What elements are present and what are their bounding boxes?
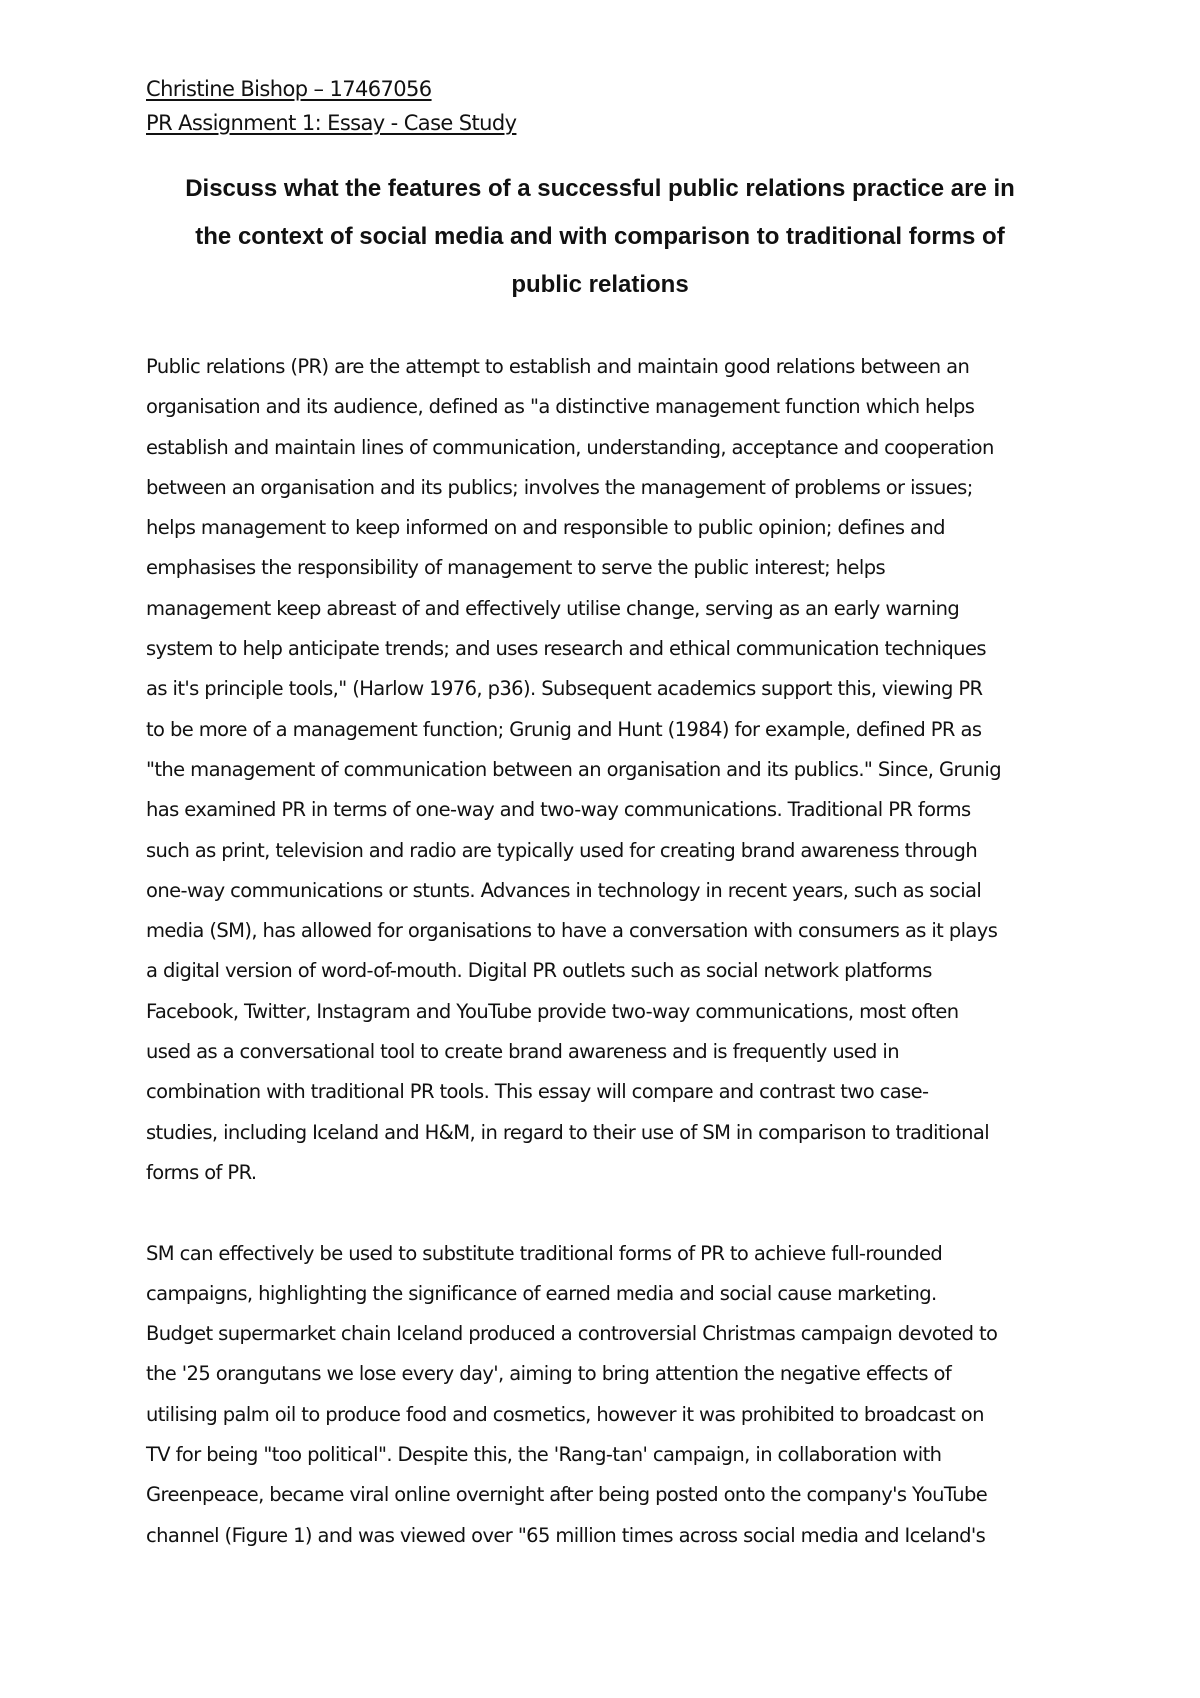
title-line: public relations <box>511 271 689 298</box>
essay-body <box>146 347 1076 1596</box>
text-line: combination with traditional PR tools. This essay will compare and contrast two case- <box>146 1080 929 1104</box>
text-line: media (SM), has allowed for organisations to have a conversation with consumers as it plays <box>146 919 998 943</box>
text-line: such as print, television and radio are typically used for creating brand awareness through <box>146 838 978 862</box>
text-line: channel (Figure 1) and was viewed over "65 million times across social media and Iceland's <box>146 1523 986 1547</box>
text-line: establish and maintain lines of communication, understanding, acceptance and cooperation <box>146 435 994 459</box>
text-line: SM can effectively be used to substitute traditional forms of PR to achieve full-rounded <box>146 1241 943 1265</box>
text-line: between an organisation and its publics; involves the management of problems or issues; <box>146 475 973 499</box>
text-line: "the management of communication between an organisation and its publics." Since, Grunig <box>146 757 1001 781</box>
text-line: management keep abreast of and effectively utilise change, serving as an early warning <box>146 596 960 620</box>
text-line: forms of PR. <box>146 1160 257 1184</box>
title-line: Discuss what the features of a successful public relations practice are in <box>185 175 1015 202</box>
text-line: used as a conversational tool to create brand awareness and is frequently used in <box>146 1040 899 1064</box>
text-line: utilising palm oil to produce food and cosmetics, however it was prohibited to broadcast on <box>146 1402 984 1426</box>
text-line: Facebook, Twitter, Instagram and YouTube provide two-way communications, most often <box>146 999 959 1023</box>
text-line: emphasises the responsibility of management to serve the public interest; helps <box>146 556 886 580</box>
document-header <box>146 72 516 140</box>
paragraph-introduction <box>146 347 1076 1193</box>
text-line: studies, including Iceland and H&M, in regard to their use of SM in comparison to traditional <box>146 1120 990 1144</box>
text-line: one-way communications or stunts. Advances in technology in recent years, such as social <box>146 878 982 902</box>
text-line: has examined PR in terms of one-way and two-way communications. Traditional PR forms <box>146 798 971 822</box>
assignment-line: PR Assignment 1: Essay - Case Study <box>146 111 517 135</box>
text-line: TV for being "too political". Despite this, the 'Rang-tan' campaign, in collaboration with <box>146 1443 942 1467</box>
text-line: the '25 orangutans we lose every day', aiming to bring attention the negative effects of <box>146 1362 952 1386</box>
text-line: to be more of a management function; Grunig and Hunt (1984) for example, defined PR as <box>146 717 982 741</box>
text-line: campaigns, highlighting the significance of earned media and social cause marketing. <box>146 1281 937 1305</box>
text-line: Public relations (PR) are the attempt to establish and maintain good relations between an <box>146 355 970 378</box>
text-line: helps management to keep informed on and responsible to public opinion; defines and <box>146 516 945 540</box>
text-line: Budget supermarket chain Iceland produced a controversial Christmas campaign devoted to <box>146 1322 998 1346</box>
text-line: a digital version of word-of-mouth. Digital PR outlets such as social network platforms <box>146 959 932 983</box>
text-line: system to help anticipate trends; and uses research and ethical communication techniques <box>146 637 986 661</box>
text-line: Greenpeace, became viral online overnight after being posted onto the company's YouTube <box>146 1483 988 1507</box>
essay-title <box>110 165 1090 309</box>
paragraph-iceland-case <box>146 1234 1076 1556</box>
text-line: organisation and its audience, defined as "a distinctive management function which helps <box>146 395 975 419</box>
author-line: Christine Bishop – 17467056 <box>146 77 432 101</box>
title-line: the context of social media and with comparison to traditional forms of <box>195 223 1005 250</box>
text-line: as it's principle tools," (Harlow 1976, p36). Subsequent academics support this, viewing PR <box>146 677 983 701</box>
